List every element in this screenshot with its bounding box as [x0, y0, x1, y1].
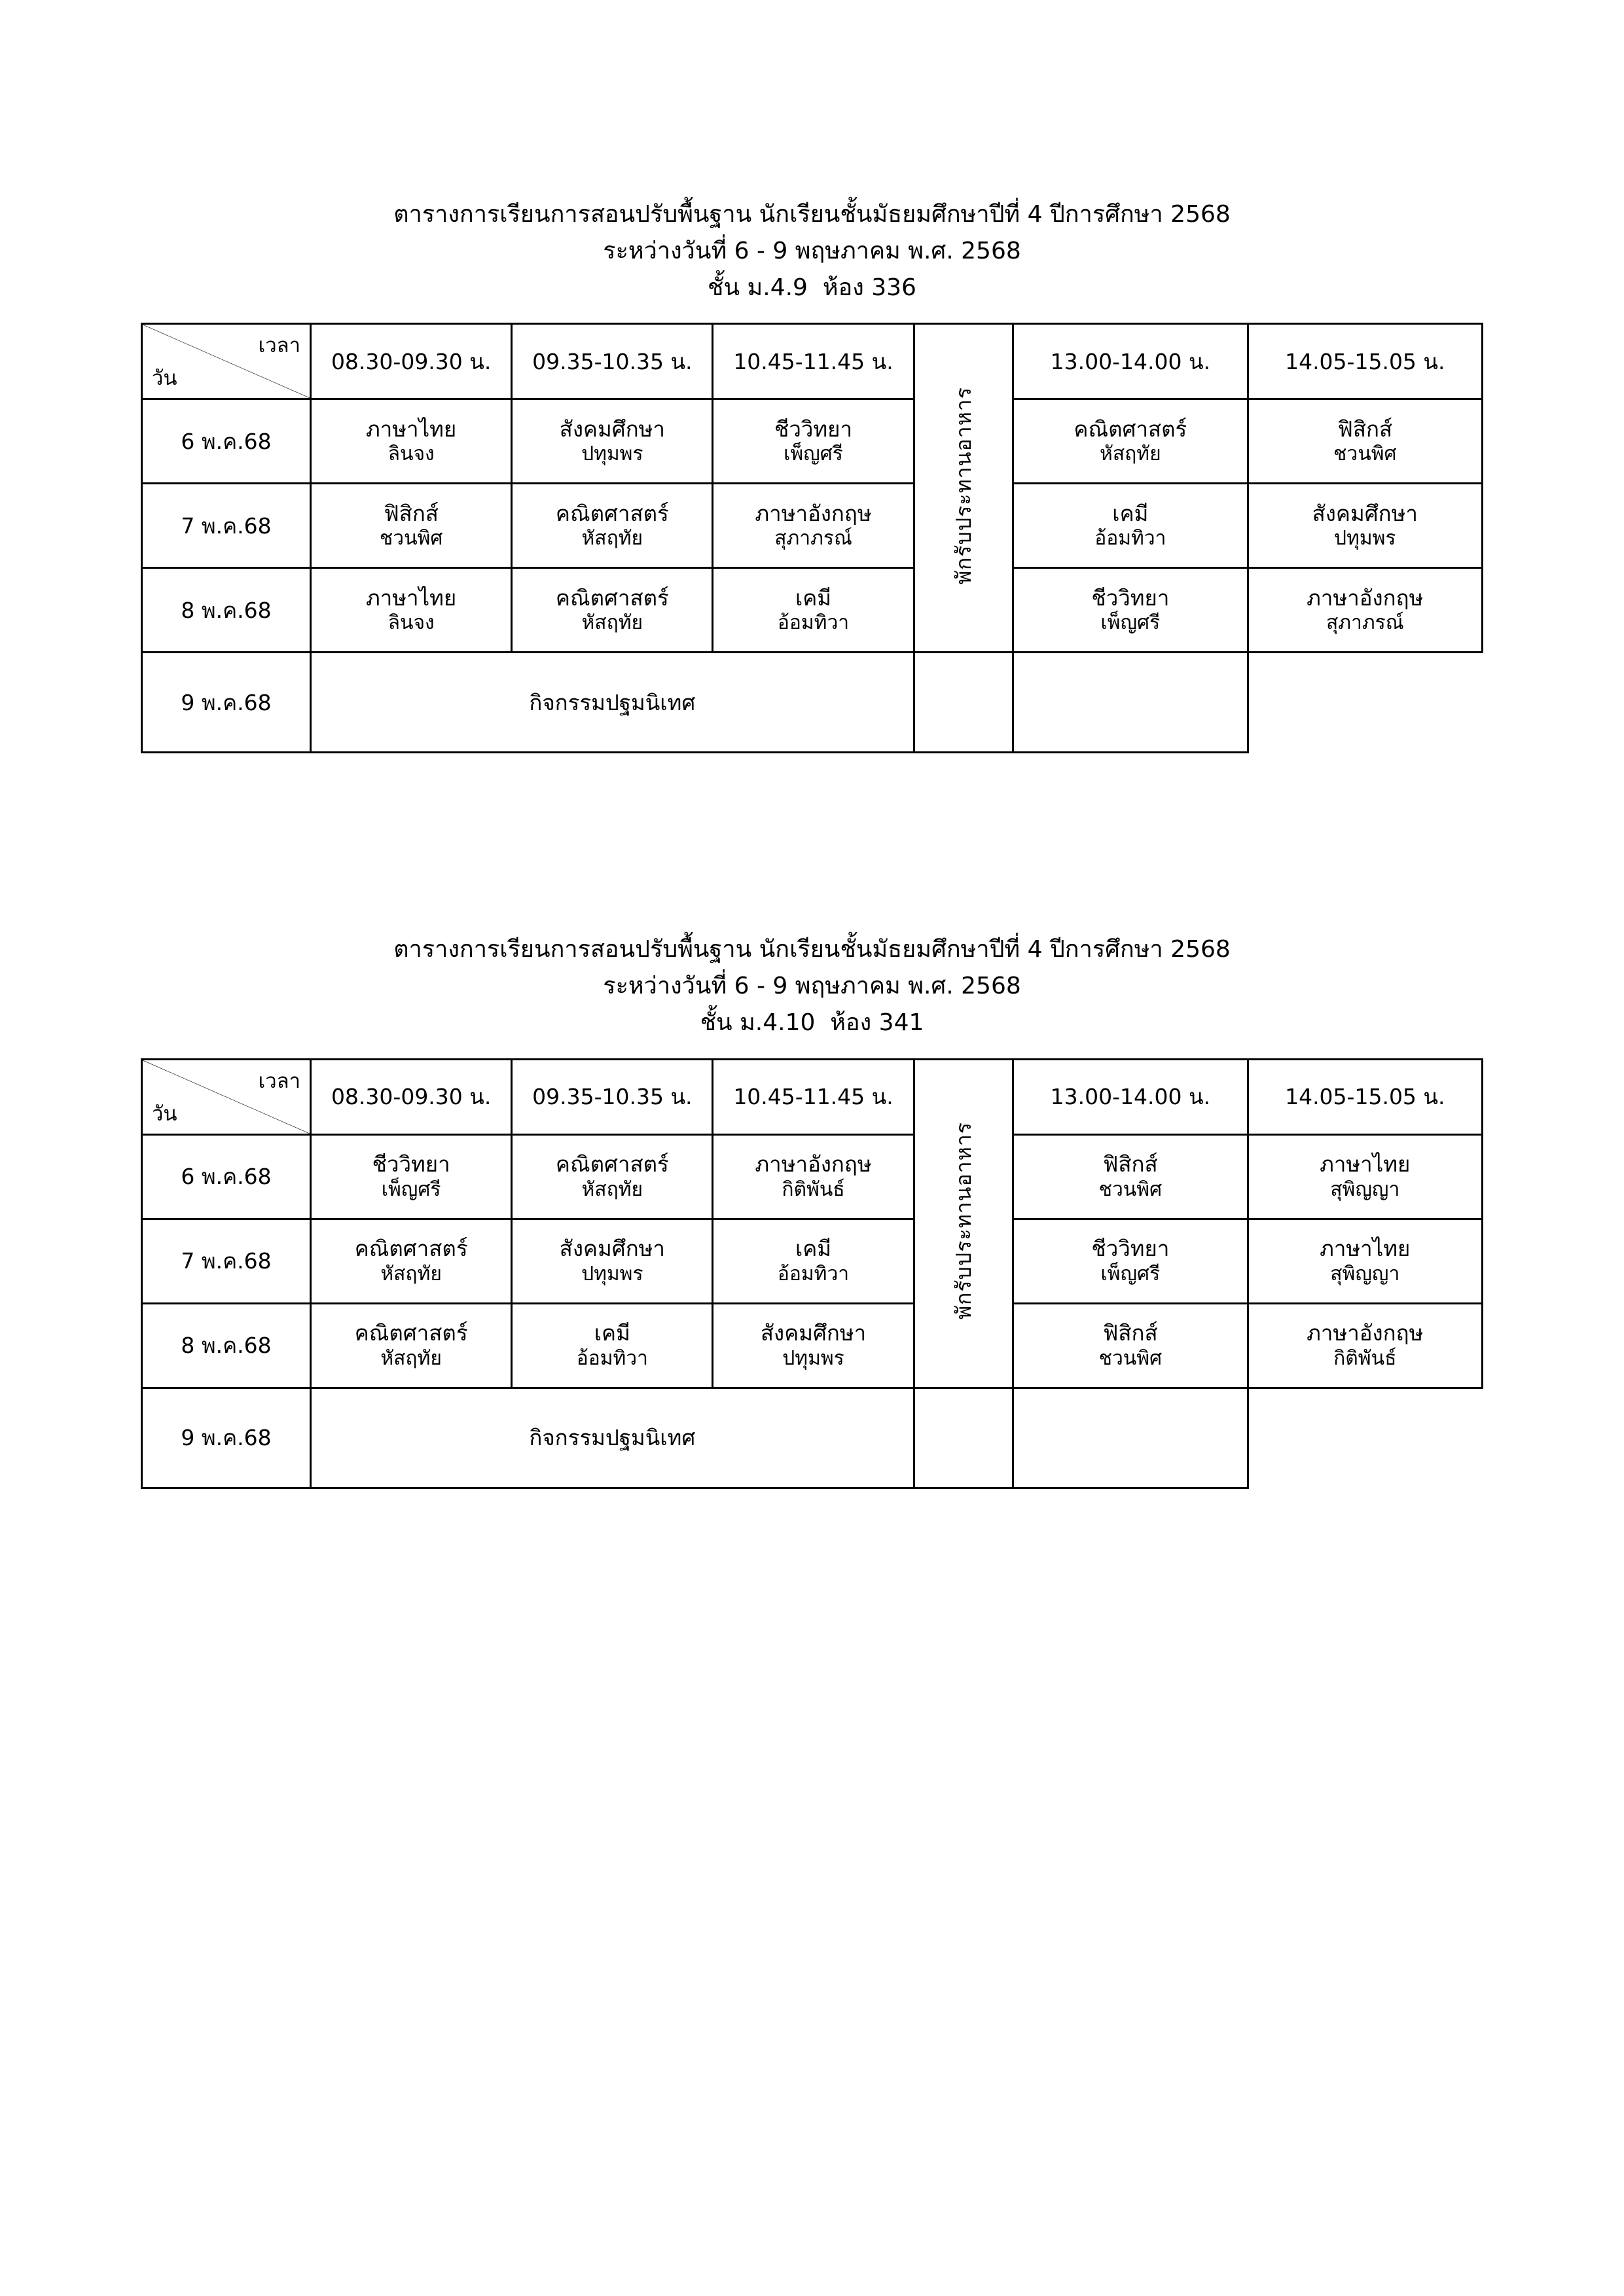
teacher-name: กิติพันธ์ [782, 1177, 845, 1201]
lunch-break-label: พักรับประทานอาหาร [951, 1122, 977, 1320]
class-cell [512, 1303, 713, 1388]
teacher-name: เพ็ญศรี [1100, 1262, 1161, 1285]
subject-name: ฟิสิกส์ [1337, 416, 1393, 442]
class-cell [1248, 399, 1482, 484]
table-row [142, 1303, 1483, 1388]
schedule-table-2 [141, 1058, 1483, 1489]
subject-name: สังคมศึกษา [559, 1236, 665, 1262]
teacher-name: อ้อมทิวา [576, 1346, 648, 1370]
subject-name: สังคมศึกษา [760, 1320, 867, 1346]
schedule-table-1 [141, 323, 1483, 753]
teacher-name: สุภาภรณ์ [1326, 611, 1404, 635]
subject-name: คณิตศาสตร์ [1074, 416, 1187, 442]
lunch-break-cell [914, 324, 1013, 653]
subject-name: ฟิสิกส์ [384, 500, 439, 526]
table-row-activity [142, 1388, 1483, 1488]
corner-header-cell [142, 324, 311, 399]
corner-header-cell [142, 1059, 311, 1134]
class-cell [512, 568, 713, 653]
title-line-class: ชั้น ม.4.10 ห้อง 341 [700, 1009, 924, 1036]
teacher-name: หัสฤทัย [581, 527, 643, 550]
title-line-main: ตารางการเรียนการสอนปรับพื้นฐาน นักเรียนชั้นมัธยมศึกษาปีที่ 4 ปีการศึกษา 2568 [393, 936, 1231, 963]
schedule-title-2 [141, 931, 1483, 1041]
teacher-name: เพ็ญศรี [381, 1177, 441, 1201]
subject-name: ภาษาอังกฤษ [1307, 584, 1424, 611]
class-cell [713, 1219, 914, 1303]
class-cell [1248, 1303, 1482, 1388]
class-cell [713, 399, 914, 484]
class-cell [1013, 1134, 1248, 1219]
class-cell [311, 1219, 512, 1303]
class-cell [713, 484, 914, 568]
title-line-main: ตารางการเรียนการสอนปรับพื้นฐาน นักเรียนชั้นมัธยมศึกษาปีที่ 4 ปีการศึกษา 2568 [393, 201, 1231, 228]
class-cell [713, 568, 914, 653]
activity-cell: กิจกรรมปฐมนิเทศ [311, 653, 914, 753]
subject-name: ภาษาอังกฤษ [1307, 1320, 1424, 1346]
class-cell [512, 1134, 713, 1219]
table-row [142, 399, 1483, 484]
subject-name: ภาษาอังกฤษ [755, 1151, 872, 1177]
teacher-name: อ้อมทิวา [1094, 527, 1166, 550]
time-header-1: 08.30-09.30 น. [311, 324, 512, 399]
day-label: 7 พ.ค.68 [142, 484, 311, 568]
class-cell [1013, 1219, 1248, 1303]
teacher-name: เพ็ญศรี [1100, 611, 1161, 635]
day-label: 9 พ.ค.68 [142, 1388, 311, 1488]
class-cell [311, 399, 512, 484]
subject-name: ภาษาอังกฤษ [755, 500, 872, 526]
subject-name: เคมี [1112, 500, 1149, 526]
day-label: 8 พ.ค.68 [142, 1303, 311, 1388]
day-label: 6 พ.ค.68 [142, 1134, 311, 1219]
class-cell [1248, 1134, 1482, 1219]
schedule-title-1 [141, 196, 1483, 306]
empty-cell-pm2 [1013, 653, 1248, 753]
teacher-name: อ้อมทิวา [777, 1262, 850, 1285]
empty-cell-pm2 [1013, 1388, 1248, 1488]
class-cell [311, 1134, 512, 1219]
subject-name: เคมี [795, 1236, 832, 1262]
subject-name: สังคมศึกษา [1312, 500, 1418, 526]
subject-name: ภาษาไทย [1320, 1151, 1411, 1177]
subject-name: คณิตศาสตร์ [354, 1320, 468, 1346]
corner-time-label: เวลา [258, 1069, 301, 1093]
day-label: 7 พ.ค.68 [142, 1219, 311, 1303]
time-header-2: 09.35-10.35 น. [512, 324, 713, 399]
table-header-row [142, 1059, 1483, 1134]
day-label: 6 พ.ค.68 [142, 399, 311, 484]
time-header-1: 08.30-09.30 น. [311, 1059, 512, 1134]
teacher-name: ชวนพิศ [379, 527, 443, 550]
subject-name: คณิตศาสตร์ [555, 1151, 669, 1177]
day-label: 8 พ.ค.68 [142, 568, 311, 653]
subject-name: ภาษาไทย [1320, 1236, 1411, 1262]
class-cell [1248, 568, 1482, 653]
teacher-name: อ้อมทิวา [777, 611, 850, 635]
teacher-name: ปทุมพร [782, 1346, 844, 1370]
class-cell [1248, 484, 1482, 568]
schedule-block-1 [141, 196, 1483, 753]
schedule-block-2 [141, 931, 1483, 1488]
teacher-name: สุภาภรณ์ [774, 527, 852, 550]
title-line-class: ชั้น ม.4.9 ห้อง 336 [708, 274, 916, 301]
class-cell [1013, 568, 1248, 653]
empty-cell-pm1 [914, 1388, 1013, 1488]
time-header-5: 14.05-15.05 น. [1248, 1059, 1482, 1134]
lunch-break-label: พักรับประทานอาหาร [951, 386, 977, 584]
class-cell [713, 1134, 914, 1219]
subject-name: ภาษาไทย [366, 416, 457, 442]
teacher-name: ชวนพิศ [1098, 1177, 1163, 1201]
teacher-name: เพ็ญศรี [784, 442, 843, 466]
class-cell [1013, 399, 1248, 484]
teacher-name: ชวนพิศ [1333, 442, 1397, 466]
teacher-name: หัสฤทัย [380, 1346, 442, 1370]
time-header-3: 10.45-11.45 น. [713, 324, 914, 399]
time-header-3: 10.45-11.45 น. [713, 1059, 914, 1134]
teacher-name: ลินจง [388, 442, 435, 466]
teacher-name: ปทุมพร [581, 442, 643, 466]
subject-name: ชีววิทยา [774, 416, 853, 442]
corner-time-label: เวลา [258, 334, 301, 358]
teacher-name: หัสฤทัย [581, 1177, 643, 1201]
table-row [142, 1134, 1483, 1219]
time-header-4: 13.00-14.00 น. [1013, 324, 1248, 399]
teacher-name: หัสฤทัย [581, 611, 643, 635]
subject-name: คณิตศาสตร์ [354, 1236, 468, 1262]
class-cell [311, 484, 512, 568]
teacher-name: ปทุมพร [1334, 527, 1396, 550]
subject-name: ภาษาไทย [366, 584, 457, 611]
class-cell [512, 1219, 713, 1303]
teacher-name: ปทุมพร [581, 1262, 643, 1285]
teacher-name: หัสฤทัย [1100, 442, 1161, 466]
corner-day-label: วัน [152, 1102, 177, 1126]
subject-name: เคมี [795, 584, 832, 611]
subject-name: คณิตศาสตร์ [555, 500, 669, 526]
time-header-5: 14.05-15.05 น. [1248, 324, 1482, 399]
corner-day-label: วัน [152, 367, 177, 391]
teacher-name: ชวนพิศ [1098, 1346, 1163, 1370]
subject-name: ฟิสิกส์ [1103, 1151, 1158, 1177]
table-row-activity [142, 653, 1483, 753]
class-cell [1013, 1303, 1248, 1388]
subject-name: ฟิสิกส์ [1103, 1320, 1158, 1346]
teacher-name: หัสฤทัย [380, 1262, 442, 1285]
class-cell [311, 568, 512, 653]
teacher-name: กิติพันธ์ [1333, 1346, 1397, 1370]
class-cell [713, 1303, 914, 1388]
activity-cell: กิจกรรมปฐมนิเทศ [311, 1388, 914, 1488]
class-cell [311, 1303, 512, 1388]
subject-name: ชีววิทยา [372, 1151, 450, 1177]
subject-name: ชีววิทยา [1091, 584, 1170, 611]
subject-name: คณิตศาสตร์ [555, 584, 669, 611]
day-label: 9 พ.ค.68 [142, 653, 311, 753]
class-cell [512, 399, 713, 484]
table-row [142, 568, 1483, 653]
empty-cell-pm1 [914, 653, 1013, 753]
class-cell [1248, 1219, 1482, 1303]
subject-name: เคมี [594, 1320, 630, 1346]
table-header-row [142, 324, 1483, 399]
title-line-dates: ระหว่างวันที่ 6 - 9 พฤษภาคม พ.ศ. 2568 [603, 973, 1021, 1000]
subject-name: ชีววิทยา [1091, 1236, 1170, 1262]
teacher-name: สุพิญญา [1330, 1262, 1400, 1285]
title-line-dates: ระหว่างวันที่ 6 - 9 พฤษภาคม พ.ศ. 2568 [603, 237, 1021, 264]
table-row [142, 1219, 1483, 1303]
subject-name: สังคมศึกษา [559, 416, 665, 442]
class-cell [512, 484, 713, 568]
lunch-break-cell [914, 1059, 1013, 1388]
teacher-name: ลินจง [388, 611, 435, 635]
class-cell [1013, 484, 1248, 568]
time-header-2: 09.35-10.35 น. [512, 1059, 713, 1134]
table-row [142, 484, 1483, 568]
teacher-name: สุพิญญา [1330, 1177, 1400, 1201]
time-header-4: 13.00-14.00 น. [1013, 1059, 1248, 1134]
